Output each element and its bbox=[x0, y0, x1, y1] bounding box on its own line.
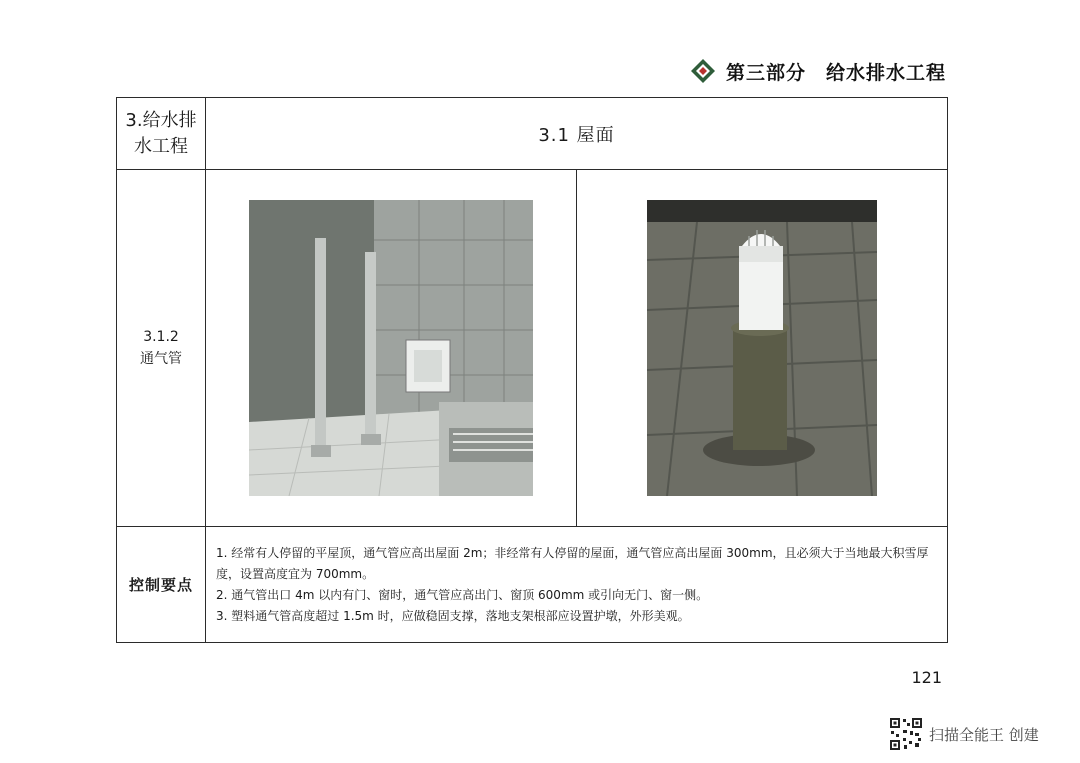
watermark-text: 扫描全能王 创建 bbox=[929, 725, 1039, 744]
logo-icon bbox=[690, 58, 716, 84]
vent-cap-photo bbox=[647, 200, 877, 496]
category-cell bbox=[117, 98, 206, 170]
item-number: 3.1.2 bbox=[143, 329, 179, 345]
section-title: 3.1 屋面 bbox=[206, 98, 948, 170]
page-number: 121 bbox=[911, 668, 942, 687]
photos-cell bbox=[206, 170, 948, 527]
item-cell bbox=[117, 170, 206, 527]
content-table bbox=[116, 97, 948, 643]
part-title: 第三部分 给水排水工程 bbox=[725, 61, 946, 84]
scanner-watermark bbox=[889, 717, 1039, 751]
control-points-label: 控制要点 bbox=[117, 527, 206, 643]
control-points-cell bbox=[206, 527, 948, 643]
control-point-1: 1. 经常有人停留的平屋顶，通气管应高出屋面 2m；非经常有人停留的屋面，通气管应高出屋面 300mm，且必须大于当地最大积雪厚度，设置高度宜为 700mm。 bbox=[216, 545, 929, 581]
category-line-2: 水工程 bbox=[134, 135, 188, 157]
photo-left-panel bbox=[206, 170, 576, 526]
vent-pipes-photo bbox=[249, 200, 533, 496]
control-point-2: 2. 通气管出口 4m 以内有门、窗时，通气管应高出门、窗顶 600mm 或引向无门、窗一侧。 bbox=[216, 587, 709, 602]
qr-code-icon bbox=[889, 717, 923, 751]
item-name: 通气管 bbox=[140, 351, 182, 367]
category-line-1: 3.给水排 bbox=[125, 109, 197, 131]
page-header bbox=[690, 56, 946, 86]
photo-right-panel bbox=[576, 170, 947, 526]
control-point-3: 3. 塑料通气管高度超过 1.5m 时，应做稳固支撑，落地支架根部应设置护墩，外形美观。 bbox=[216, 608, 690, 623]
